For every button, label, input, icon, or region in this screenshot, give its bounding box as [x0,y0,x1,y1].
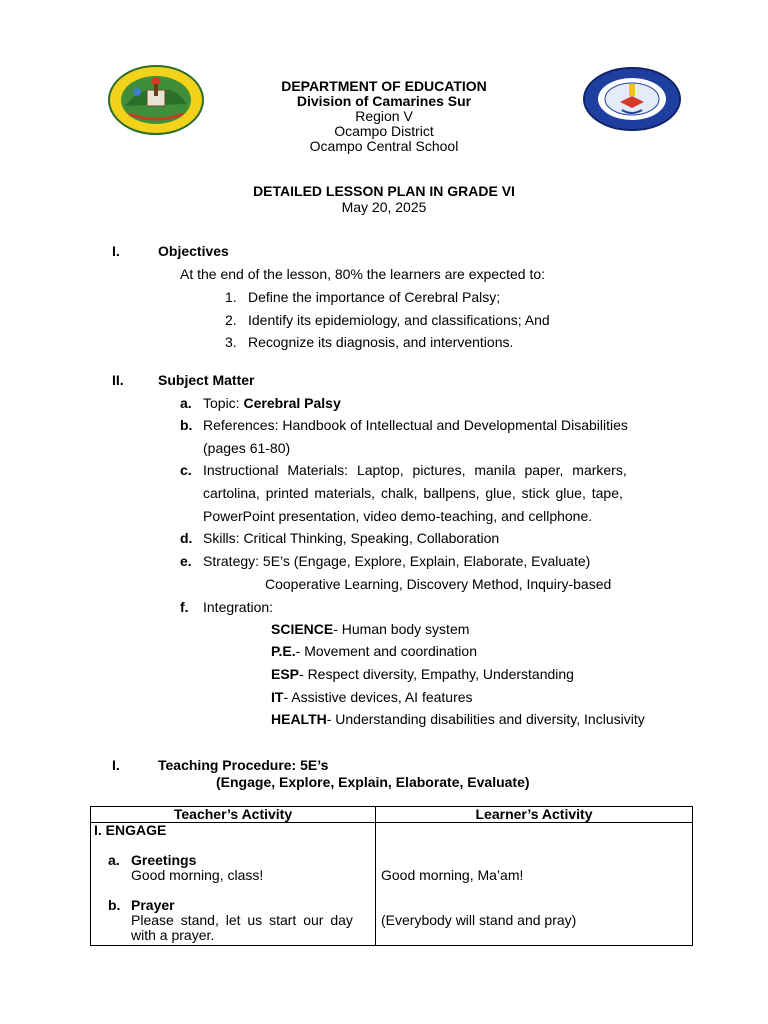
materials-line: cartolina, printed materials, chalk, ballpens, glue, stick glue, tape, [203,485,623,501]
objectives-heading: Objectives [158,243,229,259]
topic-label: Topic: [203,395,244,411]
prayer-letter: b. [108,897,121,913]
skills-letter: d. [180,530,193,546]
greet-label: Greetings [131,852,197,868]
references-line: References: Handbook of Intellectual and Developmental Disabilities [203,417,628,433]
integration-subject: IT [271,689,284,705]
prayer-learner: (Everybody will stand and pray) [381,912,577,928]
greet-letter: a. [108,852,120,868]
materials-line: Instructional Materials: Laptop, pictures, manila paper, markers, [203,462,627,478]
strategy-methods: Cooperative Learning, Discovery Method, Inquiry-based [265,576,612,592]
integration-item [271,667,574,682]
engage-label: I. ENGAGE [94,822,167,838]
header-district: Ocampo District [334,123,434,139]
procedure-numeral: I. [112,757,120,773]
procedure-heading: Teaching Procedure: 5E’s [158,757,329,773]
subject-numeral: II. [112,372,124,388]
teacher-cell [91,823,376,946]
integration-desc: - Respect diversity, Empathy, Understanding [299,666,574,682]
topic-letter: a. [180,395,192,411]
table-header-row [91,807,693,823]
integration-item [271,712,645,727]
objective-number: 1. [225,289,237,305]
header-region: Region V [355,108,413,124]
integration-desc: - Assistive devices, AI features [283,689,473,705]
document-title: DETAILED LESSON PLAN IN GRADE VI [253,183,515,199]
integration-subject: HEALTH [271,711,327,727]
table-row [91,823,693,946]
prayer-teacher-line: Please stand, let us start our day [131,912,353,928]
greet-teacher: Good morning, class! [131,867,264,883]
integration-subject: SCIENCE [271,621,334,637]
procedure-subheading: (Engage, Explore, Explain, Elaborate, Evaluate) [216,774,530,790]
prayer-label: Prayer [131,897,175,913]
objective-text: Identify its epidemiology, and classifications; And [248,312,550,328]
learner-activity-header: Learner’s Activity [376,807,693,823]
teacher-activity-header: Teacher’s Activity [91,807,376,823]
objective-number: 3. [225,334,237,350]
integration-desc: - Movement and coordination [295,643,477,659]
document-date: May 20, 2025 [341,199,427,215]
objectives-numeral: I. [112,243,120,259]
objective-number: 2. [225,312,237,328]
strategy-letter: e. [180,553,192,569]
strategy-text: Strategy: 5E’s (Engage, Explore, Explain, Elaborate, Evaluate) [203,553,591,569]
header-department: DEPARTMENT OF EDUCATION [281,78,487,94]
objective-text: Define the importance of Cerebral Palsy; [248,289,501,305]
skills-text: Skills: Critical Thinking, Speaking, Collaboration [203,530,500,546]
greet-learner: Good morning, Ma’am! [381,867,524,883]
learner-cell [376,823,693,946]
activity-table [90,806,693,946]
integration-item [271,622,469,637]
prayer-teacher-line: with a prayer. [131,927,215,943]
objectives-intro: At the end of the lesson, 80% the learners are expected to: [180,266,546,282]
integration-letter: f. [180,599,189,615]
integration-label: Integration: [203,599,274,615]
integration-subject: P.E. [271,643,296,659]
integration-desc: - Human body system [333,621,470,637]
integration-desc: - Understanding disabilities and diversity, Inclusivity [326,711,645,727]
integration-item [271,690,473,705]
references-line: (pages 61-80) [203,440,291,456]
topic-value: Cerebral Palsy [243,395,341,411]
objective-text: Recognize its diagnosis, and interventions. [248,334,514,350]
references-letter: b. [180,417,193,433]
header-division: Division of Camarines Sur [296,93,472,109]
subject-heading: Subject Matter [158,372,255,388]
topic [203,396,341,411]
header-school: Ocampo Central School [309,138,459,154]
materials-letter: c. [180,462,192,478]
integration-subject: ESP [271,666,300,682]
materials-line: PowerPoint presentation, video demo-teaching, and cellphone. [203,508,593,524]
integration-item [271,644,477,659]
